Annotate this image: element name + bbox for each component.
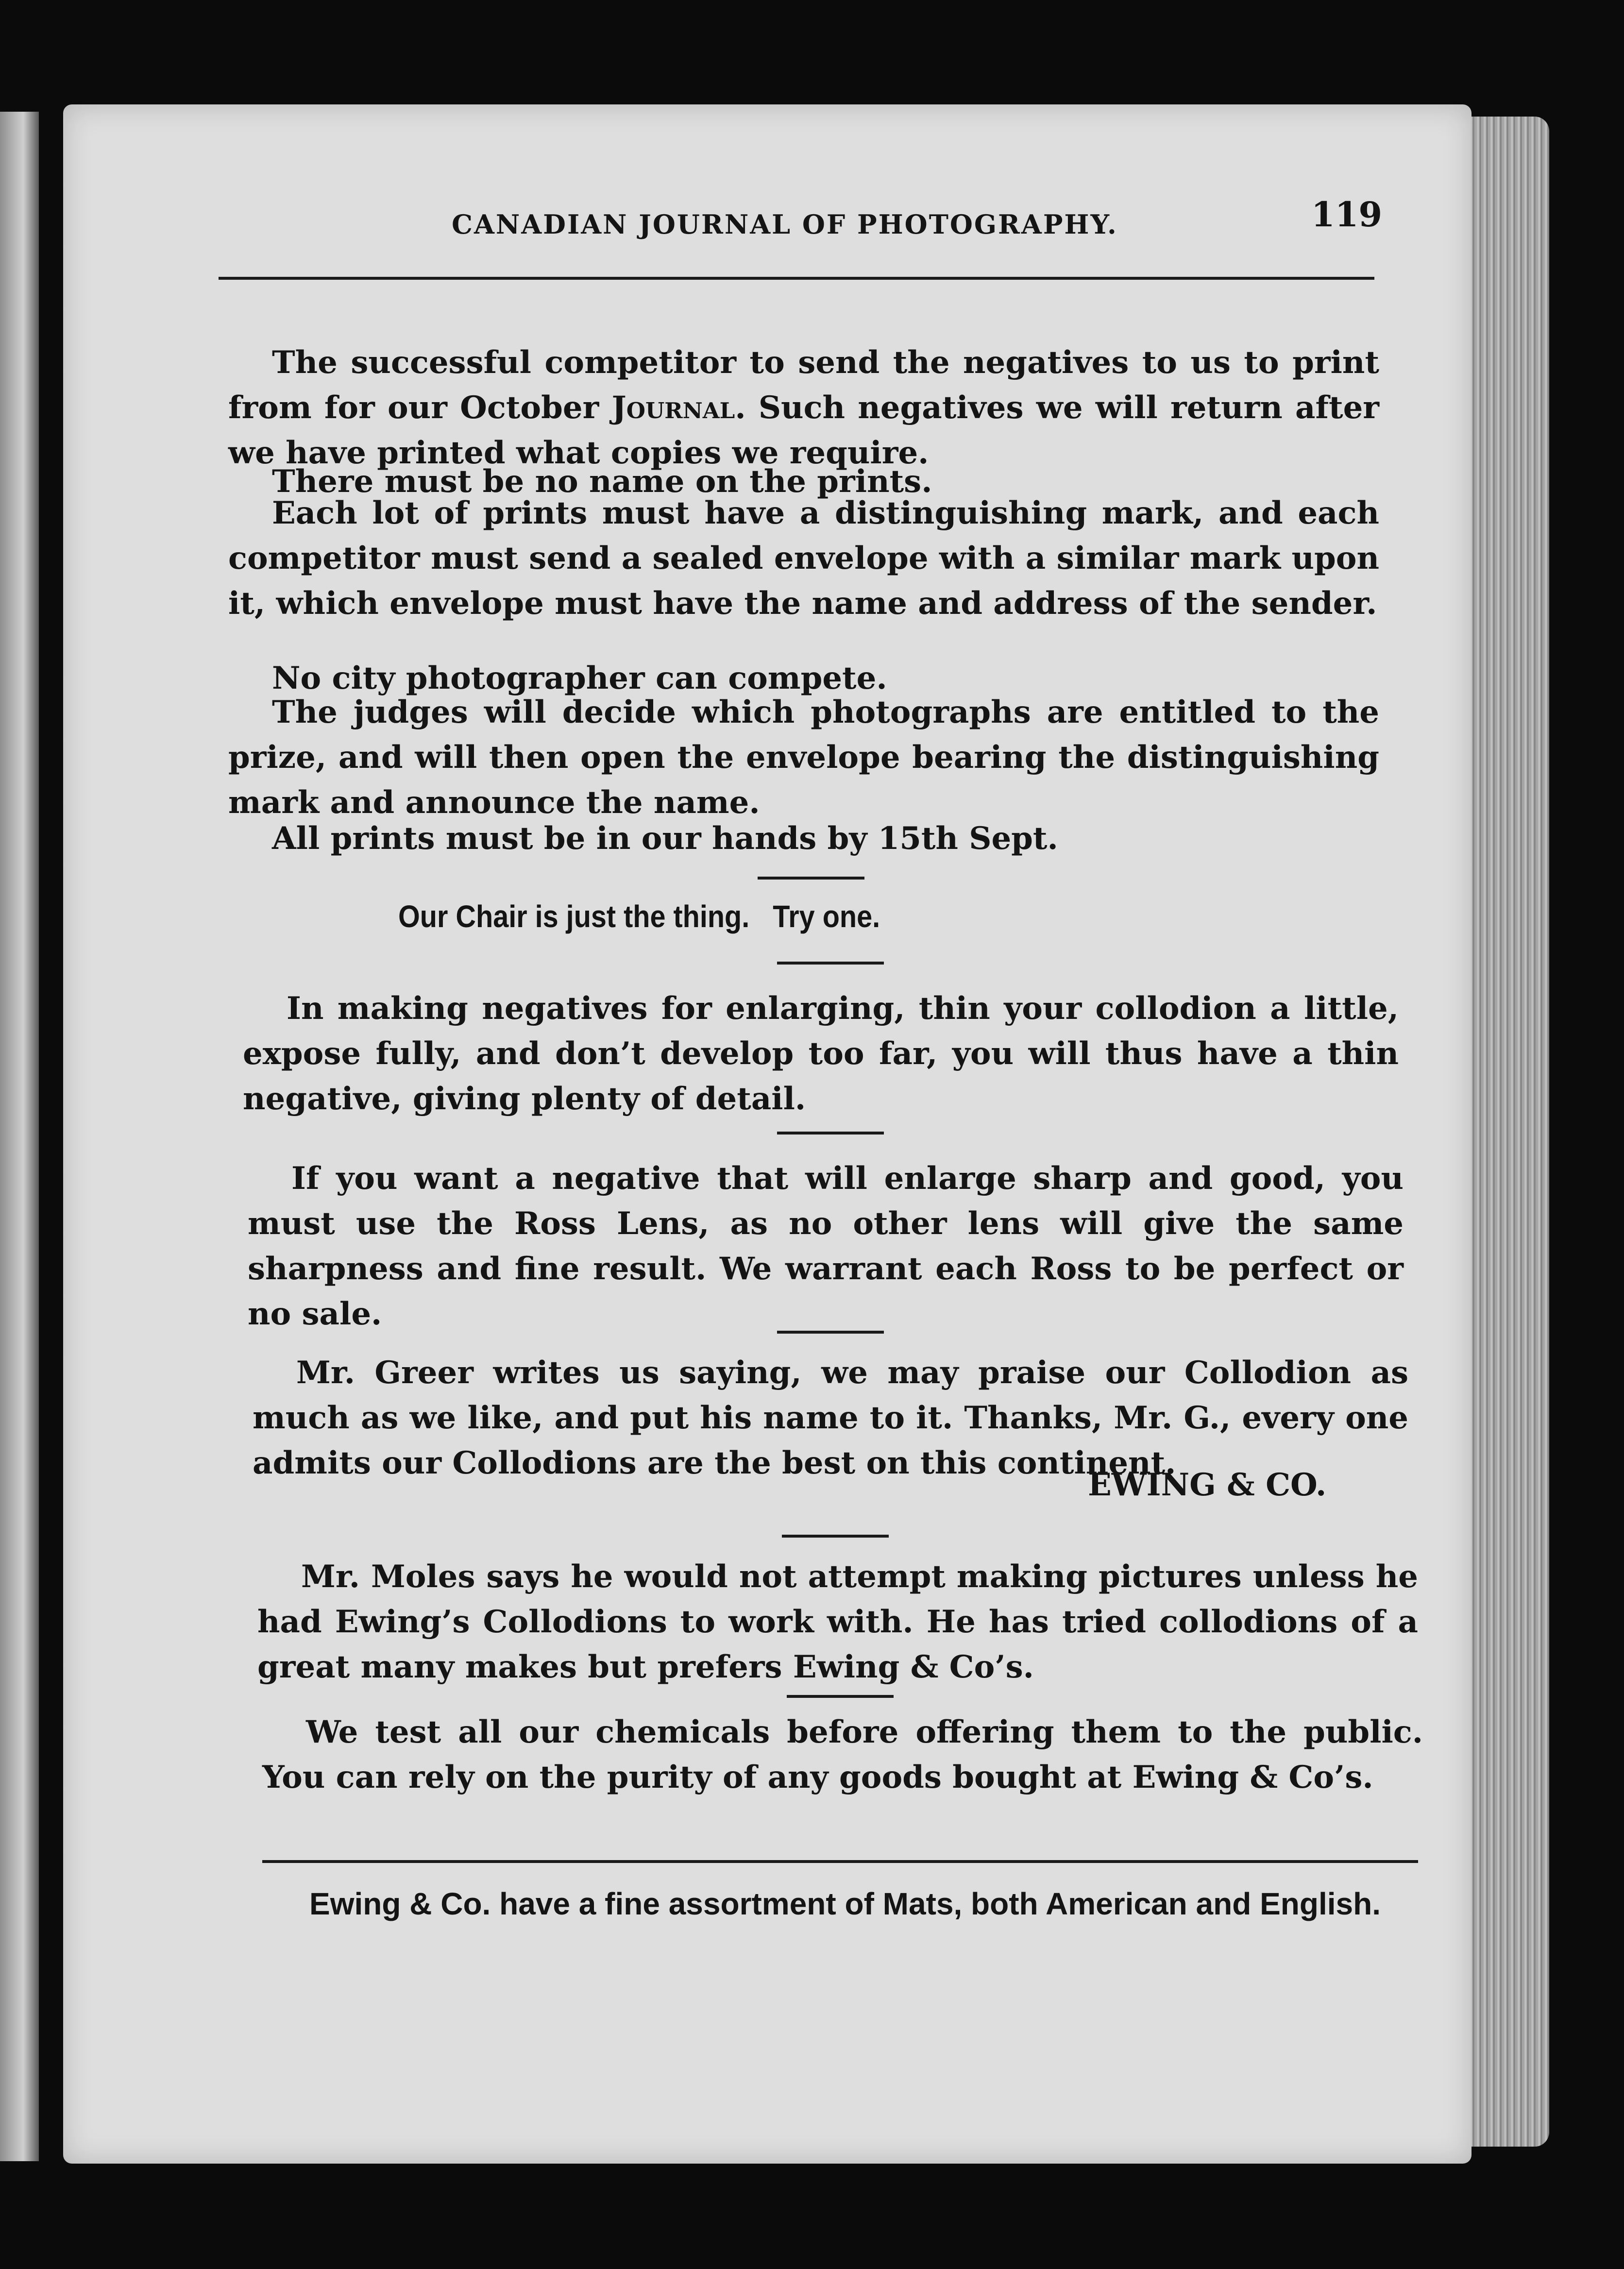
paragraph-deadline: All prints must be in our hands by 15th Sept.	[272, 820, 1058, 857]
paragraph-greer: Mr. Greer writes us saying, we may praise our Collodion as much as we like, and put his name to it. Thanks, Mr. G., every one admits our Collodions are the best on this continent.	[253, 1355, 1408, 1481]
p1-text-b: Such negatives we will return after we have printed what copies we require.	[228, 389, 1380, 471]
paragraph-ross-lens: If you want a negative that will enlarge sharp and good, you must use the Ross Lens, as no other lens will give the same sharpness and fine result. We warrant each Ross to be perfect or no sale.	[248, 1160, 1404, 1332]
signature-ewing: EWING & CO.	[1088, 1467, 1327, 1503]
separator-rule	[787, 1695, 894, 1698]
header-rule	[219, 277, 1374, 280]
chair-advertisement: Our Chair is just the thing. Try one.	[398, 899, 880, 934]
mats-advertisement: Ewing & Co. have a fine assortment of Mats, both American and English.	[309, 1886, 1381, 1921]
running-head: CANADIAN JOURNAL OF PHOTOGRAPHY.	[452, 209, 1118, 240]
bottom-rule	[262, 1860, 1418, 1863]
paragraph-negatives	[228, 340, 1379, 475]
p1-text-a: The successful competitor to send the negatives to us to print from for our October	[228, 344, 1379, 426]
paragraph-moles: Mr. Moles says he would not attempt making pictures unless he had Ewing’s Collodions to work with. He has tried collodions of a great many makes but prefers Ewing & Co’s.	[257, 1558, 1418, 1685]
page-number: 119	[1311, 194, 1383, 235]
book-page-edges	[1462, 117, 1549, 2147]
paragraph-judges: The judges will decide which photographs are entitled to the prize, and will then open the envelope bearing the distinguishing mark and announce the name.	[228, 694, 1379, 821]
separator-rule	[782, 1535, 889, 1538]
facing-page-edge	[0, 112, 39, 2161]
paragraph-enlarging: In making negatives for enlarging, thin your collodion a little, expose fully, and don’t develop too far, you will thus have a thin negative, giving plenty of detail.	[243, 990, 1399, 1117]
paragraph-distinguishing-mark: Each lot of prints must have a distinguishing mark, and each competitor must send a sealed envelope with a similar mark upon it, which envelope must have the name and address of the sender.	[228, 495, 1379, 622]
separator-rule	[777, 962, 884, 965]
separator-rule	[777, 1132, 884, 1134]
paragraph-no-city: No city photographer can compete.	[272, 660, 887, 696]
p1-journal: Journal.	[611, 389, 746, 426]
paragraph-chemicals: We test all our chemicals before offering them to the public. You can rely on the purity of any goods bought at Ewing & Co’s.	[262, 1714, 1423, 1795]
separator-rule	[758, 877, 864, 880]
separator-rule	[777, 1331, 884, 1334]
paragraph-no-name: There must be no name on the prints.	[272, 463, 932, 500]
